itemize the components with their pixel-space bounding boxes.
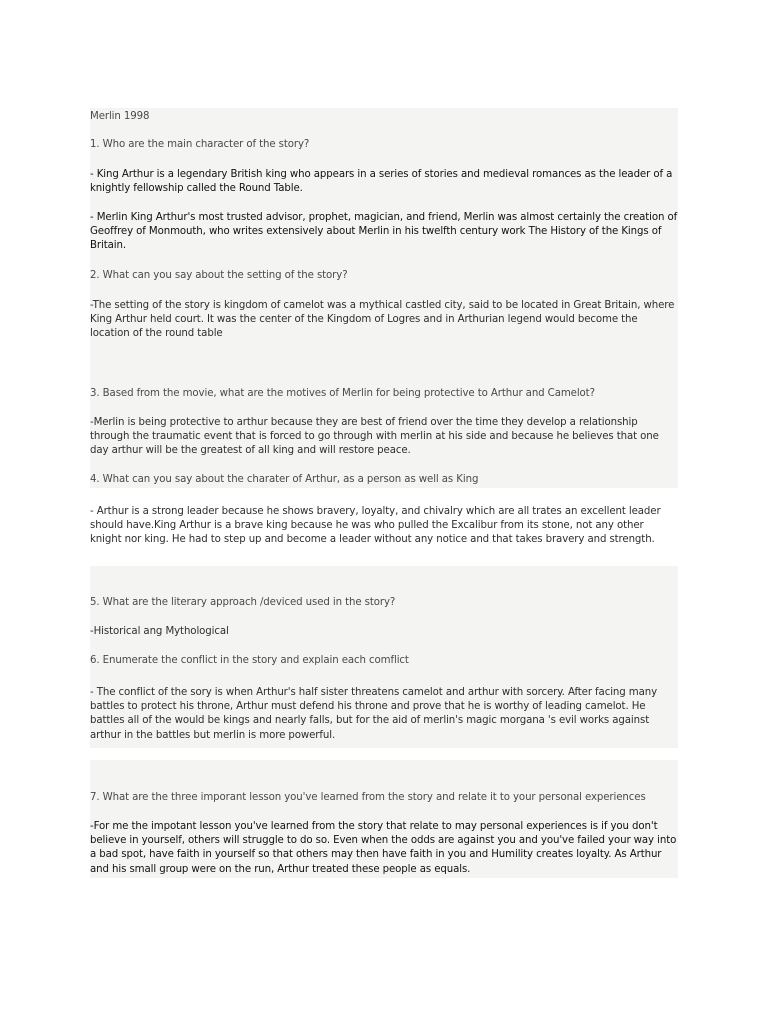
answer-6: - The conflict of the sory is when Arthur's half sister threatens camelot and arthur with sorcery. After facing many battles to protect his throne, Arthur must defend his throne and prove that he is worthy of leading camelot. He battles all of the would be kings and nearly falls, but for the aid of merlin's magic morgana 's evil works against arthur in the battles but merlin is more powerful. bbox=[90, 687, 658, 741]
question-6: 6. Enumerate the conflict in the story and explain each comflict bbox=[90, 655, 409, 666]
question-5: 5. What are the literary approach /deviced used in the story? bbox=[90, 597, 396, 608]
question-2: 2. What can you say about the setting of the story? bbox=[90, 270, 348, 281]
question-1: 1. Who are the main character of the story? bbox=[90, 139, 310, 150]
question-7: 7. What are the three imporant lesson you've learned from the story and relate it to your personal experiences bbox=[90, 792, 646, 803]
answer-1b: - Merlin King Arthur's most trusted advisor, prophet, magician, and friend, Merlin was almost certainly the creation of Geoffrey of Monmouth, who writes extensively about Merlin in his twelfth century work The History of the Kings of Britain. bbox=[90, 212, 678, 252]
question-3: 3. Based from the movie, what are the motives of Merlin for being protective to Arthur and Camelot? bbox=[90, 388, 595, 399]
answer-5: -Historical ang Mythological bbox=[90, 626, 229, 637]
answer-2: -The setting of the story is kingdom of camelot was a mythical castled city, said to be located in Great Britain, where King Arthur held court. It was the center of the Kingdom of Logres and in Arthurian legend would become the location of the round table bbox=[90, 300, 675, 340]
question-4: 4. What can you say about the charater of Arthur, as a person as well as King bbox=[90, 474, 479, 485]
answer-3: -Merlin is being protective to arthur because they are best of friend over the time they develop a relationship through the traumatic event that is forced to go through with merlin at his side and because he believes that one day arthur will be the greatest of all king and will restore peace. bbox=[90, 417, 659, 457]
document-title: Merlin 1998 bbox=[90, 111, 150, 122]
answer-7: -For me the impotant lesson you've learned from the story that relate to may personal experiences is if you don't believe in yourself, others will struggle to do so. Even when the odds are against you and you've failed your way into a bad spot, have faith in yourself so that others may then have faith in you and Humility creates loyalty. As Arthur and his small group were on the run, Arthur treated these people as equals. bbox=[90, 821, 677, 875]
answer-4: - Arthur is a strong leader because he shows bravery, loyalty, and chivalry which are all trates an excellent leader should have.King Arthur is a brave king because he was who pulled the Excalibur from its stone, not any other knight nor king. He had to step up and become a leader without any notice and that takes bravery and strength. bbox=[90, 506, 661, 546]
answer-1a: - King Arthur is a legendary British king who appears in a series of stories and medieval romances as the leader of a knightly fellowship called the Round Table. bbox=[90, 169, 673, 195]
